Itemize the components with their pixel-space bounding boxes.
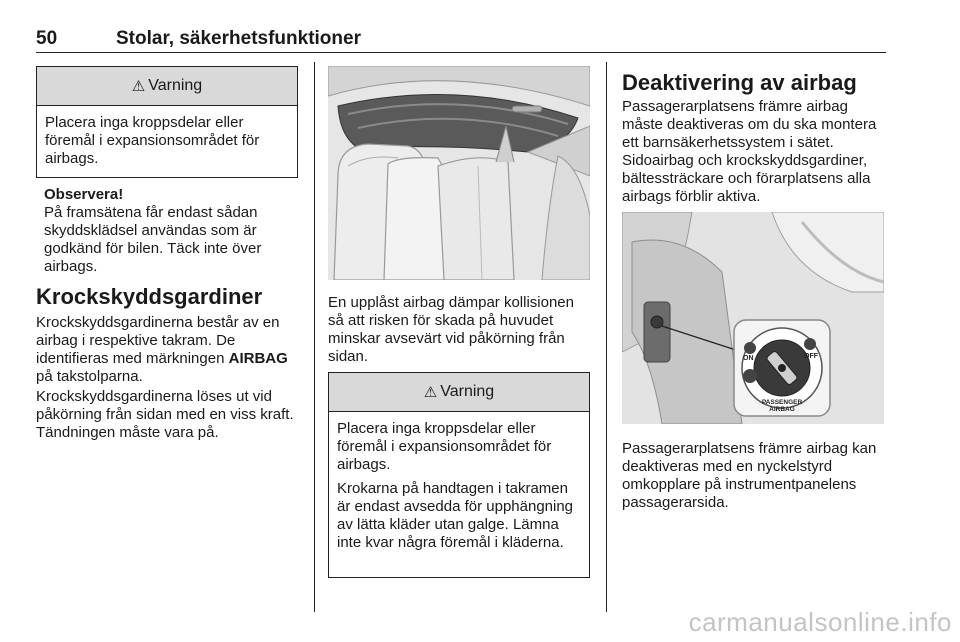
warning-text: Placera inga kroppsdelar eller föremål i expansionsområdet för airbags.	[45, 114, 260, 167]
paragraph-text: Krockskyddsgardinerna består av en airbag i respektive takram. De identifieras med märkningen	[36, 314, 280, 367]
switch-caption-line1: PASSENGER	[761, 399, 803, 406]
airbag-keyword: AIRBAG	[228, 350, 288, 367]
paragraph-airbag-deployment: Krockskyddsgardinerna löses ut vid påkörning från sidan med en viss kraft. Tändningen måste vara på.	[36, 388, 294, 441]
curtain-airbag-caption: En upplåst airbag dämpar kollisionen så att risken för skada på huvudet minskar avsevärt vid påkörning från sidan.	[328, 294, 574, 365]
page-number: 50	[36, 28, 58, 49]
warning-triangle-icon: ⚠	[131, 78, 146, 95]
section-title-deaktivering: Deaktivering av airbag	[622, 70, 857, 95]
note-text: På framsätena får endast sådan skyddsklädsel användas som är godkänd för bilen. Täck inte över airbags.	[44, 204, 262, 275]
note-title: Observera!	[44, 186, 124, 203]
warning-triangle-icon: ⚠	[423, 384, 438, 401]
warning-header	[329, 373, 589, 412]
warning-text-hooks: Krokarna på handtagen i takramen är endast avsedda för upphängning av lätta kläder utan galge. Lämna inte kvar några föremål i kläderna.	[337, 480, 574, 551]
page-header	[36, 26, 886, 53]
switch-on-label: ON	[743, 355, 754, 362]
section-title-krockskyddsgardiner: Krockskyddsgardiner	[36, 284, 263, 309]
switch-caption: Passagerarplatsens främre airbag kan deaktiveras med en nyckelstyrd omkopplare på instrumentpanelens passagerarsida.	[622, 440, 877, 511]
page-title: Stolar, säkerhetsfunktioner	[116, 28, 361, 49]
curtain-airbag-illustration	[328, 66, 590, 280]
watermark: carmanualsonline.info	[688, 607, 952, 637]
paragraph-deactivation: Passagerarplatsens främre airbag måste deaktiveras om du ska montera ett barnsäkerhetssystem i sätet. Sidoairbag och krockskyddsgardiner, bältessträckare och förarplatsens alla airbags förblir aktiva.	[622, 98, 877, 205]
warning-label: Varning	[148, 77, 203, 94]
note-block	[44, 186, 294, 276]
passenger-airbag-switch-drawing	[622, 212, 884, 424]
switch-caption-line2: AIRBAG	[769, 406, 795, 413]
switch-off-label: OFF	[804, 353, 818, 360]
airbag-switch-illustration	[622, 212, 884, 424]
paragraph-text-end: på takstolparna.	[36, 368, 143, 385]
warning-body	[329, 412, 589, 560]
column-divider-1	[314, 62, 315, 612]
car-interior-drawing	[328, 66, 590, 280]
warning-header	[37, 67, 297, 106]
warning-box	[36, 66, 298, 178]
warning-text-body-parts: Placera inga kroppsdelar eller föremål i expansionsområdet för airbags.	[337, 420, 552, 473]
column-divider-2	[606, 62, 607, 612]
warning-box-hooks	[328, 372, 590, 578]
warning-body	[37, 106, 297, 176]
warning-label: Varning	[440, 383, 495, 400]
paragraph-airbag-identification	[36, 314, 300, 386]
